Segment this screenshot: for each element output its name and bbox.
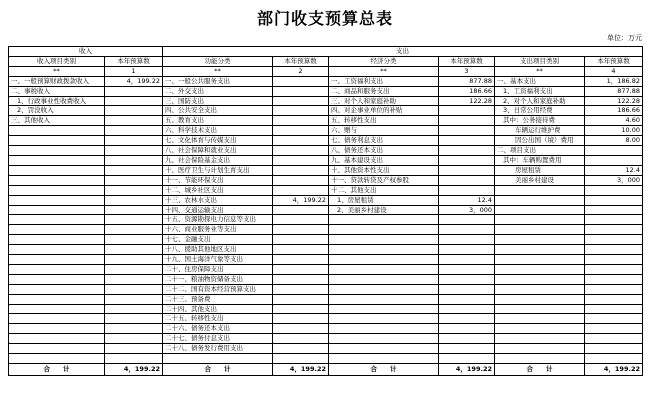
income-budget-cell (105, 354, 163, 364)
function-budget-cell (273, 146, 329, 156)
economic-item-cell (329, 354, 439, 364)
economic-budget-cell (439, 106, 495, 116)
income-item-cell (9, 314, 105, 324)
function-item-cell: 八、社会保障和就业支出 (163, 146, 273, 156)
function-item-cell: 一、一般公共服务支出 (163, 76, 273, 86)
table-row (9, 245, 643, 255)
economic-item-cell (329, 235, 439, 245)
function-item-cell: 五、教育支出 (163, 116, 273, 126)
expense-item-cell: 2、对个人和家庭补助 (495, 96, 585, 106)
income-item-cell (9, 225, 105, 235)
income-item-cell (9, 274, 105, 284)
table-row (9, 284, 643, 294)
function-budget-cell (273, 245, 329, 255)
function-item-cell: 九、社会保险基金支出 (163, 155, 273, 165)
table-row (9, 205, 643, 215)
economic-budget-cell (439, 116, 495, 126)
budget-header-4: 本年预算数 (585, 56, 643, 66)
function-budget-cell (273, 304, 329, 314)
economic-item-cell (329, 245, 439, 255)
economic-item-cell: 十一、贷款转贷及产权参股 (329, 175, 439, 185)
expense-group-header: 支出 (163, 47, 643, 57)
income-item-cell: 一、一般预算财政拨款收入 (9, 76, 105, 86)
economic-budget-cell (439, 264, 495, 274)
function-item-cell: 十二、城乡社区支出 (163, 185, 273, 195)
economic-budget-cell (439, 324, 495, 334)
table-row (9, 304, 643, 314)
index-cell: 4 (585, 66, 643, 76)
function-budget-cell (273, 116, 329, 126)
expense-budget-cell (585, 344, 643, 354)
index-cell: 3 (439, 66, 495, 76)
economic-item-cell: 二、商品和服务支出 (329, 86, 439, 96)
expense-item-cell: 其中：车辆购置费用 (495, 155, 585, 165)
economic-item-cell: 一、工资福利支出 (329, 76, 439, 86)
total-function: 4，199.22 (273, 363, 329, 375)
expense-budget-cell (585, 195, 643, 205)
income-item-cell (9, 284, 105, 294)
index-cell: 2 (273, 66, 329, 76)
function-header: 功能分类 (163, 56, 273, 66)
income-budget-cell (105, 225, 163, 235)
income-item-cell (9, 344, 105, 354)
expense-budget-cell (585, 205, 643, 215)
function-budget-cell (273, 235, 329, 245)
economic-budget-cell (439, 215, 495, 225)
table-row (9, 314, 643, 324)
expense-item-cell (495, 195, 585, 205)
economic-item-cell (329, 334, 439, 344)
table-row (9, 274, 643, 284)
function-item-cell: 十九、国土海洋气象等支出 (163, 255, 273, 265)
expense-item-cell: 3、日常公用经费 (495, 106, 585, 116)
table-row (9, 165, 643, 175)
expense-budget-cell (585, 354, 643, 364)
function-budget-cell (273, 334, 329, 344)
function-budget-cell (273, 215, 329, 225)
header-row-columns (9, 56, 643, 66)
economic-item-cell: 十、其他资本性支出 (329, 165, 439, 175)
table-row (9, 126, 643, 136)
economic-item-cell (329, 225, 439, 235)
income-budget-cell (105, 215, 163, 225)
expense-item-cell (495, 245, 585, 255)
function-item-cell: 十八、援助其他地区支出 (163, 245, 273, 255)
income-budget-cell (105, 86, 163, 96)
index-cell: ** (163, 66, 273, 76)
expense-budget-cell: 3，000 (585, 175, 643, 185)
function-budget-cell (273, 324, 329, 334)
economic-budget-cell (439, 334, 495, 344)
income-item-cell (9, 235, 105, 245)
economic-budget-cell: 3，000 (439, 205, 495, 215)
expense-item-cell (495, 344, 585, 354)
function-item-cell: 十六、商业服务业等支出 (163, 225, 273, 235)
expense-item-cell (495, 274, 585, 284)
expense-item-cell (495, 314, 585, 324)
function-budget-cell (273, 255, 329, 265)
table-row (9, 235, 643, 245)
function-budget-cell (273, 106, 329, 116)
income-item-cell: 二、事税收入 (9, 86, 105, 96)
expense-item-cell (495, 304, 585, 314)
table-row (9, 294, 643, 304)
function-item-cell: 二十、住房保障支出 (163, 264, 273, 274)
income-budget-cell (105, 165, 163, 175)
table-row (9, 264, 643, 274)
function-budget-cell (273, 86, 329, 96)
economic-budget-cell (439, 225, 495, 235)
expense-budget-cell: 877.88 (585, 86, 643, 96)
function-item-cell: 十、医疗卫生与计划生育支出 (163, 165, 273, 175)
economic-item-cell: 八、债务还本支出 (329, 146, 439, 156)
index-cell: 1 (105, 66, 163, 76)
function-item-cell: 二十八、债务发行费用支出 (163, 344, 273, 354)
income-item-cell (9, 264, 105, 274)
economic-item-cell (329, 264, 439, 274)
economic-item-cell: 四、对企事业单位的补贴 (329, 106, 439, 116)
budget-header-2: 本年预算数 (273, 56, 329, 66)
economic-item-cell: 2、美丽乡村建设 (329, 205, 439, 215)
income-budget-cell (105, 116, 163, 126)
income-budget-cell (105, 284, 163, 294)
expense-item-cell: 房屋租赁 (495, 165, 585, 175)
income-budget-cell (105, 264, 163, 274)
table-row (9, 225, 643, 235)
economic-item-cell: 九、基本建设支出 (329, 155, 439, 165)
expense-item-header: 支出项目类别 (495, 56, 585, 66)
expense-item-cell (495, 334, 585, 344)
table-row (9, 76, 643, 86)
expense-budget-cell (585, 314, 643, 324)
income-item-cell (9, 146, 105, 156)
economic-budget-cell: 186.66 (439, 86, 495, 96)
income-item-cell (9, 334, 105, 344)
expense-item-cell: 二、项目支出 (495, 146, 585, 156)
function-budget-cell (273, 354, 329, 364)
table-row (9, 146, 643, 156)
expense-budget-cell (585, 215, 643, 225)
total-label: 合 计 (163, 363, 273, 375)
table-row (9, 116, 643, 126)
unit-label: 单位：万元 (607, 34, 642, 42)
income-item-cell: 1、行政事业性收费收入 (9, 96, 105, 106)
income-budget-cell (105, 136, 163, 146)
income-budget-cell (105, 126, 163, 136)
expense-budget-cell: 8.00 (585, 136, 643, 146)
income-budget-cell (105, 294, 163, 304)
income-budget-cell (105, 235, 163, 245)
income-item-cell (9, 245, 105, 255)
function-budget-cell (273, 294, 329, 304)
expense-budget-cell (585, 235, 643, 245)
index-cell: ** (329, 66, 439, 76)
expense-budget-cell: 4.60 (585, 116, 643, 126)
page-title: 部门收支预算总表 (256, 9, 393, 28)
function-budget-cell (273, 225, 329, 235)
function-item-cell: 六、科学技术支出 (163, 126, 273, 136)
economic-item-cell: 三、对个人和家庭补助 (329, 96, 439, 106)
table-row (9, 255, 643, 265)
economic-item-cell (329, 304, 439, 314)
income-item-cell (9, 294, 105, 304)
expense-item-cell (495, 235, 585, 245)
income-group-header: 收入 (9, 47, 163, 57)
income-budget-cell (105, 155, 163, 165)
economic-budget-cell (439, 354, 495, 364)
income-budget-cell (105, 106, 163, 116)
expense-budget-cell (585, 146, 643, 156)
economic-budget-cell (439, 255, 495, 265)
expense-budget-cell: 122.28 (585, 96, 643, 106)
income-item-cell: 2、罚没收入 (9, 106, 105, 116)
expense-item-cell (495, 205, 585, 215)
economic-budget-cell (439, 245, 495, 255)
income-budget-cell (105, 334, 163, 344)
expense-item-cell (495, 264, 585, 274)
table-row (9, 334, 643, 344)
economic-item-cell (329, 324, 439, 334)
economic-budget-cell (439, 165, 495, 175)
economic-item-cell: 1、房屋租赁 (329, 195, 439, 205)
total-label: 合 计 (329, 363, 439, 375)
economic-budget-cell: 122.28 (439, 96, 495, 106)
expense-budget-cell (585, 304, 643, 314)
income-item-cell (9, 215, 105, 225)
function-item-cell (163, 354, 273, 364)
expense-budget-cell (585, 255, 643, 265)
table-row (9, 195, 643, 205)
income-budget-cell (105, 195, 163, 205)
function-budget-cell (273, 136, 329, 146)
economic-header: 经济分类 (329, 56, 439, 66)
expense-budget-cell (585, 334, 643, 344)
index-cell: ** (495, 66, 585, 76)
expense-budget-cell (585, 264, 643, 274)
economic-item-cell (329, 255, 439, 265)
total-label: 合 计 (9, 363, 105, 375)
expense-item-cell (495, 225, 585, 235)
table-row (9, 215, 643, 225)
economic-item-cell: 六、赠与 (329, 126, 439, 136)
expense-item-cell: 美丽乡村建设 (495, 175, 585, 185)
expense-budget-cell (585, 185, 643, 195)
income-budget-cell (105, 274, 163, 284)
function-item-cell: 二十三、预备费 (163, 294, 273, 304)
expense-item-cell: 1、工资福利支出 (495, 86, 585, 96)
function-budget-cell (273, 155, 329, 165)
income-item-cell (9, 155, 105, 165)
income-item-header: 收入项目类别 (9, 56, 105, 66)
function-item-cell: 十三、农林水支出 (163, 195, 273, 205)
function-item-cell: 十四、交通运输支出 (163, 205, 273, 215)
function-budget-cell (273, 284, 329, 294)
expense-budget-cell (585, 294, 643, 304)
expense-item-cell (495, 185, 585, 195)
economic-budget-cell (439, 136, 495, 146)
expense-item-cell (495, 294, 585, 304)
income-budget-cell (105, 324, 163, 334)
economic-budget-cell (439, 235, 495, 245)
income-item-cell (9, 175, 105, 185)
expense-item-cell: 一、基本支出 (495, 76, 585, 86)
income-budget-cell (105, 146, 163, 156)
income-budget-cell (105, 205, 163, 215)
economic-budget-cell (439, 304, 495, 314)
budget-table (8, 46, 643, 376)
total-row (9, 363, 643, 375)
header-row-groups (9, 47, 643, 57)
income-item-cell (9, 205, 105, 215)
economic-budget-cell (439, 344, 495, 354)
function-item-cell: 二十一、粮油物资储备支出 (163, 274, 273, 284)
function-item-cell: 二、外交支出 (163, 86, 273, 96)
function-budget-cell (273, 185, 329, 195)
table-row (9, 354, 643, 364)
function-budget-cell (273, 314, 329, 324)
income-budget-cell (105, 255, 163, 265)
economic-item-cell: 七、债务利息支出 (329, 136, 439, 146)
function-item-cell: 四、公共安全支出 (163, 106, 273, 116)
economic-budget-cell: 877.88 (439, 76, 495, 86)
table-row (9, 344, 643, 354)
function-budget-cell (273, 96, 329, 106)
expense-budget-cell: 10.00 (585, 126, 643, 136)
economic-budget-cell (439, 185, 495, 195)
expense-budget-cell (585, 274, 643, 284)
economic-item-cell: 十二、其他支出 (329, 185, 439, 195)
expense-budget-cell: 186.66 (585, 106, 643, 116)
function-budget-cell (273, 264, 329, 274)
expense-item-cell: 因公出国（境）费用 (495, 136, 585, 146)
economic-budget-cell (439, 284, 495, 294)
table-row (9, 136, 643, 146)
economic-item-cell (329, 344, 439, 354)
table-row (9, 324, 643, 334)
budget-header-3: 本年预算数 (439, 56, 495, 66)
expense-item-cell (495, 354, 585, 364)
function-item-cell: 七、文化体育与传媒支出 (163, 136, 273, 146)
table-row (9, 175, 643, 185)
total-label: 合 计 (495, 363, 585, 375)
income-item-cell: 三、其他收入 (9, 116, 105, 126)
index-cell: ** (9, 66, 105, 76)
economic-item-cell (329, 215, 439, 225)
function-item-cell: 二十四、其他支出 (163, 304, 273, 314)
table-row (9, 185, 643, 195)
economic-item-cell (329, 314, 439, 324)
expense-item-cell: 其中：公务接待费 (495, 116, 585, 126)
table-row (9, 106, 643, 116)
expense-budget-cell (585, 225, 643, 235)
income-budget-cell (105, 185, 163, 195)
economic-budget-cell (439, 314, 495, 324)
expense-item-cell: 车辆运行维护费 (495, 126, 585, 136)
expense-budget-cell (585, 324, 643, 334)
income-budget-cell (105, 344, 163, 354)
income-budget-cell (105, 314, 163, 324)
expense-budget-cell (585, 155, 643, 165)
income-budget-cell (105, 304, 163, 314)
expense-item-cell (495, 324, 585, 334)
economic-item-cell (329, 294, 439, 304)
function-item-cell: 二十五、转移性支出 (163, 314, 273, 324)
function-item-cell: 十七、金融支出 (163, 235, 273, 245)
economic-budget-cell: 12.4 (439, 195, 495, 205)
economic-budget-cell (439, 155, 495, 165)
function-budget-cell: 4，199.22 (273, 195, 329, 205)
function-budget-cell (273, 344, 329, 354)
function-item-cell: 二十七、债务付息支出 (163, 334, 273, 344)
income-budget-cell (105, 245, 163, 255)
income-budget-cell (105, 96, 163, 106)
economic-budget-cell (439, 146, 495, 156)
income-item-cell (9, 195, 105, 205)
income-item-cell (9, 255, 105, 265)
income-item-cell (9, 354, 105, 364)
total-income: 4，199.22 (105, 363, 163, 375)
economic-budget-cell (439, 274, 495, 284)
expense-item-cell (495, 215, 585, 225)
income-item-cell (9, 136, 105, 146)
function-budget-cell (273, 205, 329, 215)
income-item-cell (9, 165, 105, 175)
table-row (9, 96, 643, 106)
economic-item-cell: 五、转移性支出 (329, 116, 439, 126)
income-item-cell (9, 185, 105, 195)
function-item-cell: 二十六、债务还本支出 (163, 324, 273, 334)
function-budget-cell (273, 274, 329, 284)
income-budget-cell: 4，199.22 (105, 76, 163, 86)
function-budget-cell (273, 175, 329, 185)
expense-item-cell (495, 255, 585, 265)
index-row (9, 66, 643, 76)
function-item-cell: 十五、资源勘探电力信息等支出 (163, 215, 273, 225)
table-row (9, 155, 643, 165)
expense-budget-cell: 1，186.82 (585, 76, 643, 86)
function-item-cell: 二十二、国有资本经营预算支出 (163, 284, 273, 294)
economic-item-cell (329, 274, 439, 284)
economic-item-cell (329, 284, 439, 294)
function-budget-cell (273, 126, 329, 136)
economic-budget-cell (439, 126, 495, 136)
expense-item-cell (495, 284, 585, 294)
income-item-cell (9, 324, 105, 334)
budget-header-1: 本年预算数 (105, 56, 163, 66)
expense-budget-cell (585, 284, 643, 294)
function-item-cell: 三、国防支出 (163, 96, 273, 106)
economic-budget-cell (439, 294, 495, 304)
expense-budget-cell (585, 245, 643, 255)
total-expense-item: 4，199.22 (585, 363, 643, 375)
function-budget-cell (273, 165, 329, 175)
income-budget-cell (105, 175, 163, 185)
function-item-cell: 十一、节能环保支出 (163, 175, 273, 185)
function-budget-cell (273, 76, 329, 86)
expense-budget-cell: 12.4 (585, 165, 643, 175)
income-item-cell (9, 126, 105, 136)
total-economic: 4，199.22 (439, 363, 495, 375)
income-item-cell (9, 304, 105, 314)
economic-budget-cell (439, 175, 495, 185)
table-row (9, 86, 643, 96)
